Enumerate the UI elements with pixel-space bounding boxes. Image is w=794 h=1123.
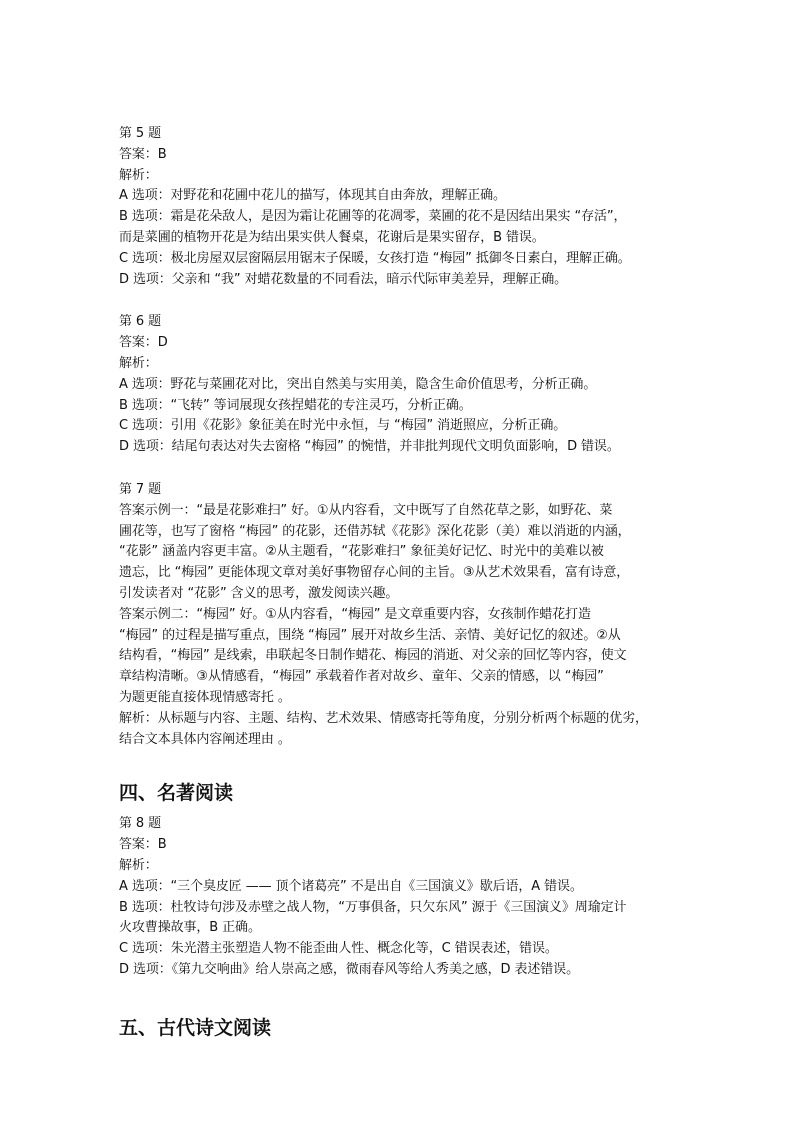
q7-line: 圃花等，也写了窗格 “梅园” 的花影，还借苏轼《花影》深化花影（美）难以消逝的内涵， xyxy=(119,523,631,539)
q5-answer: 答案：B xyxy=(119,146,167,162)
q7-line: 解析：从标题与内容、主题、结构、艺术效果、情感寄托等角度，分别分析两个标题的优劣， xyxy=(119,710,648,726)
q7-line: 遗忘，比 “梅园” 更能体现文章对美好事物留存心间的主旨。③从艺术效果看，富有诗意， xyxy=(119,565,630,581)
q6-line: C 选项：引用《花影》象征美在时光中永恒，与 “梅园” 消逝照应，分析正确。 xyxy=(119,418,567,434)
q6-title: 第 6 题 xyxy=(119,314,162,330)
q7-title: 第 7 题 xyxy=(119,481,162,497)
q5-line: C 选项：极北房屋双层窗隔层用锯末子保暖，女孩打造 “梅园” 抵御冬日素白，理解正确。 xyxy=(119,250,631,266)
spacer xyxy=(119,458,689,480)
q5-line: D 选项：父亲和 “我” 对蜡花数量的不同看法，暗示代际审美差异，理解正确。 xyxy=(119,271,568,287)
q7-line: “花影” 涵盖内容更丰富。②从主题看，“花影难扫” 象征美好记忆、时光中的美难以被 xyxy=(119,544,604,560)
spacer xyxy=(119,290,689,312)
q8-line: B 选项：杜牧诗句涉及赤壁之战人物，“万事俱备，只欠东风” 源于《三国演义》周瑜定计 xyxy=(119,899,627,915)
document-body xyxy=(119,124,689,1049)
q8-analysis-label: 解析： xyxy=(119,857,158,873)
q5-analysis-label: 解析： xyxy=(119,167,158,183)
q7-line: 答案示例一：“最是花影难扫” 好。①从内容看，文中既写了自然花草之影，如野花、菜 xyxy=(119,502,613,518)
q5-line: 而是菜圃的植物开花是为结出果实供人餐桌，花谢后是果实留存，B 错误。 xyxy=(119,229,545,245)
q7-line: 引发读者对 “花影” 含义的思考，激发阅读兴趣。 xyxy=(119,585,399,601)
q5-line: A 选项：对野花和花圃中花儿的描写，体现其自由奔放，理解正确。 xyxy=(119,188,506,204)
q6-analysis-label: 解析： xyxy=(119,355,158,371)
q8-answer: 答案：B xyxy=(119,837,167,853)
q8-line: 火攻曹操故事，B 正确。 xyxy=(119,920,261,936)
section-heading: 五、古代诗文阅读 xyxy=(119,1016,272,1039)
q7-line: 答案示例二：“梅园” 好。①从内容看，“梅园” 是文章重要内容，女孩制作蜡花打造 xyxy=(119,606,591,622)
q6-answer: 答案：D xyxy=(119,335,168,351)
q7-line: “梅园” 的过程是描写重点，围绕 “梅园” 展开对故乡生活、亲情、美好记忆的叙述。②从 xyxy=(119,627,621,643)
q6-line: A 选项：野花与菜圃花对比，突出自然美与实用美，隐含生命价值思考，分析正确。 xyxy=(119,376,597,392)
q8-line: A 选项：“三个臭皮匠 —— 顶个诸葛亮” 不是出自《三国演义》歇后语，A 错误。 xyxy=(119,878,583,894)
q5-title: 第 5 题 xyxy=(119,126,162,141)
q5-line: B 选项：霜是花朵敌人，是因为霜让花圃等的花凋零，菜圃的花不是因结出果实 “存活”， xyxy=(119,209,627,225)
q7-line: 结构看，“梅园” 是线索，串联起冬日制作蜡花、梅园的消逝、对父亲的回忆等内容，使文 xyxy=(119,648,627,664)
q6-line: D 选项：结尾句表达对失去窗格 “梅园” 的惋惜，并非批判现代文明负面影响，D 错误。 xyxy=(119,439,620,455)
q7-line: 章结构清晰。③从情感看，“梅园” 承载着作者对故乡、童年、父亲的情感，以 “梅园” xyxy=(119,669,604,685)
q7-line: 结合文本具体内容阐述理由 。 xyxy=(119,731,291,747)
q8-line: C 选项：朱光潜主张塑造人物不能歪曲人性、概念化等，C 错误表述，错误。 xyxy=(119,941,558,957)
q6-line: B 选项：“飞转” 等词展现女孩捏蜡花的专注灵巧，分析正确。 xyxy=(119,397,472,413)
q8-title: 第 8 题 xyxy=(119,816,162,832)
q7-line: 为题更能直接体现情感寄托 。 xyxy=(119,689,291,705)
section-heading: 四、名著阅读 xyxy=(119,782,234,805)
q8-line: D 选项：《第九交响曲》给人崇高之感，微雨春风等给人秀美之感，D 表述错误。 xyxy=(119,961,579,977)
